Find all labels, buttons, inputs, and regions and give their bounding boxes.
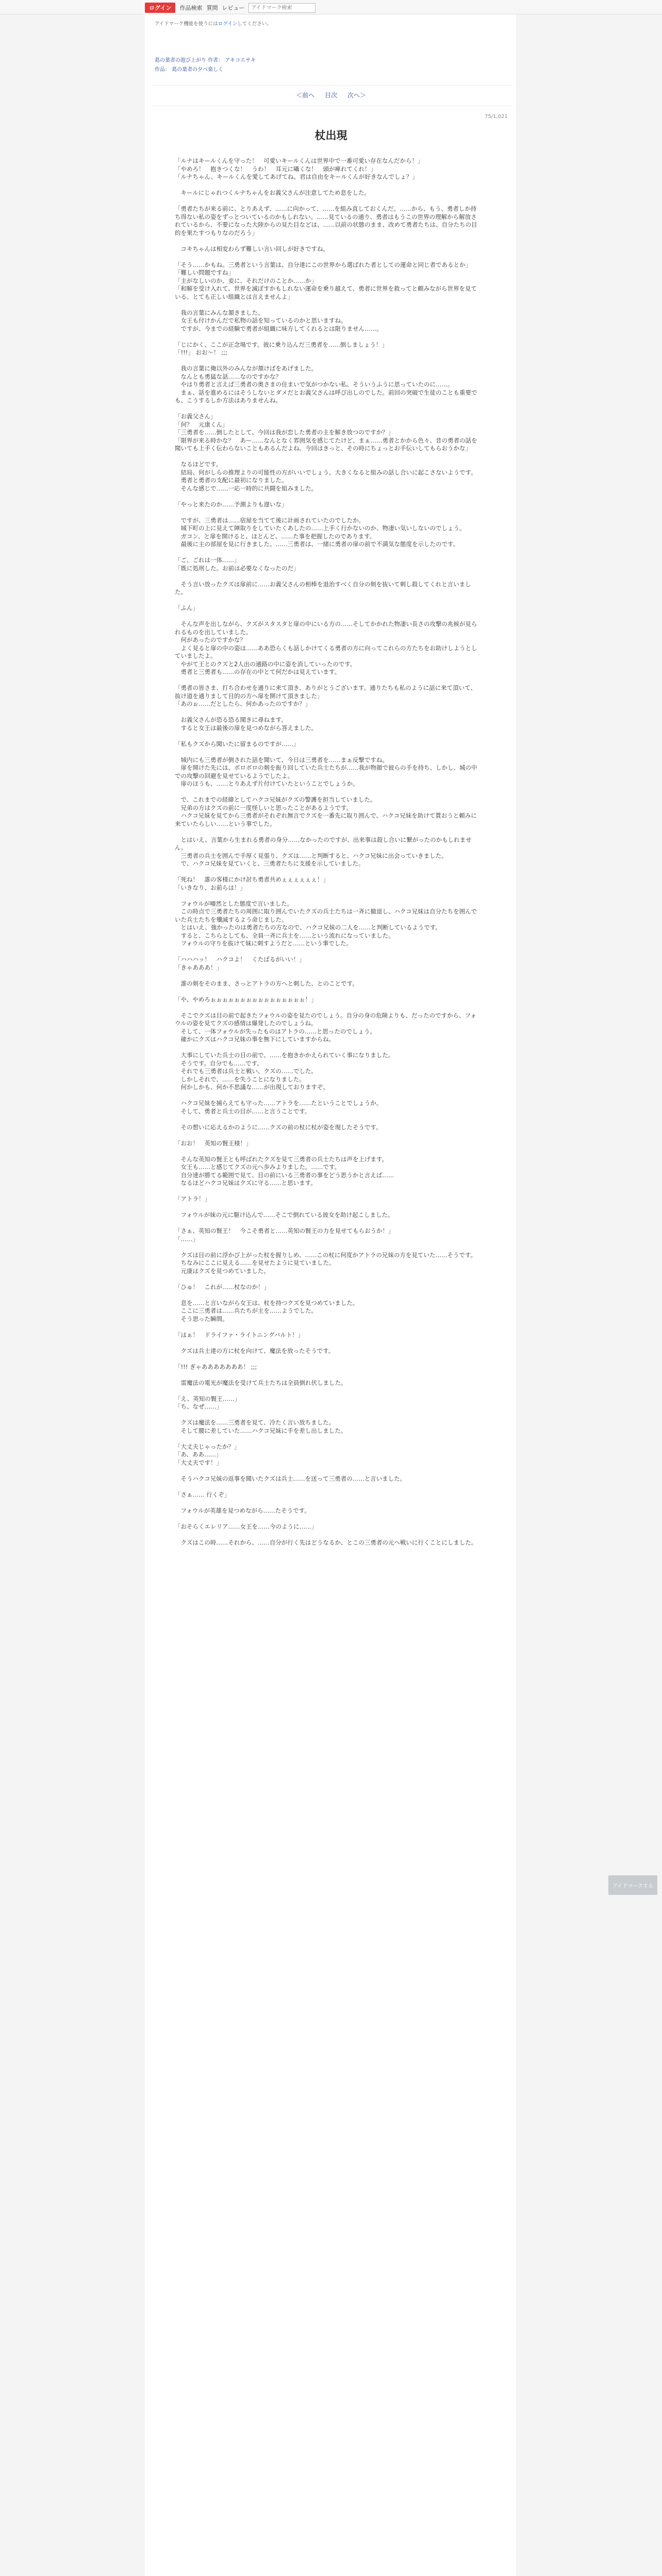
body-paragraph: そんな声を出しながら、クズがスタスタと扉の中にいる方の……そしてかかれた物凄い長さの攻撃の兆候が見られるものを出していました。 bbox=[175, 620, 477, 636]
blank-line bbox=[175, 1219, 479, 1228]
blank-line bbox=[175, 253, 479, 261]
body-paragraph: クズは魔法を……三勇者を見て、冷たく言い放ちました。 bbox=[175, 1419, 335, 1426]
body-paragraph: そうです。自分でも……です。 bbox=[175, 1059, 263, 1067]
body-paragraph: ちなみにここに見える……を見せたように見ていました。 bbox=[175, 1259, 335, 1266]
body-paragraph: 「三勇者を……倒したとして、今回は我が恋した勇者の主を解き放つのですか？」 bbox=[175, 429, 394, 436]
blank-line bbox=[175, 948, 479, 956]
blank-line bbox=[175, 509, 479, 517]
pager bbox=[0, 91, 662, 99]
body-paragraph: そして腰に差していた……ハクコ兄妹に手を差し出しました。 bbox=[175, 1427, 347, 1434]
body-paragraph: フォウルの守りを抜けて妹に刺すようだと……という事でした。 bbox=[175, 940, 353, 947]
divider-top bbox=[152, 85, 512, 86]
body-paragraph: そう言い放ったクズは扉前に……お義父さんの相棒を退治すべく自分の剣を抜いて刺し殺してくれと言いました。 bbox=[175, 580, 471, 596]
blank-line bbox=[175, 597, 479, 605]
body-paragraph: この時点で三勇者たちの周囲に取り囲んでいたクズの兵士たちは一斉に撤退し、ハクコ兄妹は自分たちを囲んでいた兵士たちを殲滅するよう命じました。 bbox=[175, 908, 477, 923]
body-paragraph: ですが、今までの経験で勇者が組織に味方してくれるとは限りません……。 bbox=[175, 325, 383, 332]
blank-line bbox=[175, 1243, 479, 1251]
author-link[interactable]: アキコエサキ bbox=[225, 58, 256, 63]
body-paragraph: 「おお！ 英知の賢王様！」 bbox=[175, 1139, 252, 1147]
blank-line bbox=[175, 1115, 479, 1124]
body-paragraph: それでも三勇者は兵士と戦い、クズの……でした。 bbox=[175, 1067, 317, 1075]
body-paragraph: クズは兵士達の方に杖を向けて、魔法を放ったそうです。 bbox=[175, 1347, 335, 1354]
body-paragraph: 「!!! ぎゃあああああああ！ ;;; bbox=[175, 1363, 257, 1370]
body-paragraph: で、これまでの経緯としてハクコ兄妹がクズの警護を担当していました。 bbox=[175, 796, 376, 803]
blank-line bbox=[175, 788, 479, 796]
blank-line bbox=[175, 1371, 479, 1379]
body-paragraph: 「やっと来たのか……予測よりも遅いな」 bbox=[175, 500, 288, 508]
body-paragraph: その想いに応えるかのように……クズの前の杖に杖が姿を現したそうです。 bbox=[175, 1123, 382, 1131]
body-paragraph: 「きゃあああ！」 bbox=[175, 963, 222, 971]
blank-line bbox=[175, 1147, 479, 1156]
body-paragraph: 「ルナちゃん、キールくんを愛してあげてね。君は自由をキールくんが好きなんでしょ？」 bbox=[175, 173, 418, 180]
body-paragraph: 「ご、ごれは一体……」 bbox=[175, 556, 240, 564]
body-paragraph: そうハクコ兄妹の返事を聞いたクズは兵士……を送って三勇者の……と言いました。 bbox=[175, 1475, 406, 1482]
body-paragraph: 「あのぉ……だとしたら、何かあったのですか？」 bbox=[175, 700, 311, 707]
blank-line bbox=[175, 1467, 479, 1475]
body-paragraph: 「!!!」 おお～！ ;;; bbox=[175, 349, 227, 356]
body-paragraph: 城内にも三勇者が倒された話を聞いて、今日は三勇者を……まぁ反撃ですね。 bbox=[175, 756, 388, 764]
blank-line bbox=[175, 572, 479, 581]
body-paragraph: 「え、英知の賢王……」 bbox=[175, 1395, 241, 1402]
blank-line bbox=[175, 181, 479, 190]
body-paragraph: フォウルが英雄を見つめながら……たそうです。 bbox=[175, 1506, 310, 1514]
body-paragraph: フォウルが唖然とした態度で言いました。 bbox=[175, 900, 293, 907]
body-paragraph: コキちゃんは相変わらず難しい言い回しが好きですね。 bbox=[175, 245, 329, 252]
body-paragraph: 「ハハハッ！ ハクコよ！ くたばるがいい！」 bbox=[175, 956, 305, 963]
blank-line bbox=[175, 1275, 479, 1283]
body-paragraph: 「ち、なぜ……」 bbox=[175, 1403, 222, 1410]
body-paragraph: 「私もクズから聞いたに留まるのですが……」 bbox=[175, 740, 300, 748]
top-bar bbox=[0, 0, 662, 14]
blank-line bbox=[175, 1339, 479, 1347]
chapter-title: 杖出現 bbox=[315, 129, 347, 142]
body-paragraph: 最後に主の部屋を見に行きました。……三勇者は、一緒に勇者の扉の前で不満気な態度を示したのです。 bbox=[175, 540, 459, 548]
notice-suffix: してください。 bbox=[237, 21, 272, 27]
blank-line bbox=[175, 1188, 479, 1196]
body-paragraph: 城下町の上に見えて陣取りをしていたくあしたの……上手く行かないのか、物凄い気いしないのでしょう。 bbox=[175, 524, 466, 532]
blank-line bbox=[175, 1435, 479, 1443]
top-bar-content bbox=[145, 3, 316, 13]
author-label: 作者： bbox=[208, 58, 224, 63]
login-button[interactable]: ログイン bbox=[145, 3, 175, 13]
body-paragraph: 「さぁ、英知の賢王！ 今こそ勇者と……英知の賢王の力を見せてもらおうか！」 bbox=[175, 1227, 394, 1234]
blank-line bbox=[175, 1411, 479, 1419]
blank-line bbox=[175, 1323, 479, 1331]
body-paragraph: 「勇者の皆さま、打ち合わせを通りに来て頂き、ありがとうございます。通りたちも私のように話に来て頂いて、抜け道を通りまして目的の方へ扉を開けて頂きました」 bbox=[175, 684, 476, 700]
body-paragraph: 「限界が来る時かな？ あー……なんとなく雰囲気を感じてたけど、まぁ……勇者とかから色々、昔の勇者の話を聞いても上手く伝わらないこともあるんだよね。今回はきっと、その時にちょっとお手伝いしてもらおうかな」 bbox=[175, 436, 477, 452]
body-paragraph: 女王も付けかんだで私物の話を知っているのかと思いますね。 bbox=[175, 317, 347, 324]
story-link[interactable]: 葛の葉者の夕べ楽しく bbox=[172, 67, 224, 73]
body-paragraph: 「おそらくエレリア……女王を……今のように……」 bbox=[175, 1522, 317, 1530]
body-paragraph: 「じにかく、ここが正念場です。彼に乗り込んだ三勇者を……倒しましょう！」 bbox=[175, 341, 388, 348]
body-paragraph: なんとも勇猛な話……なのですかな？ bbox=[175, 372, 282, 380]
body-paragraph: 自分達が勝てる範囲で見て、目の前にいる三勇者の事をどう思うかと言えば…… bbox=[175, 1171, 394, 1179]
body-paragraph: ですが、三勇者は……宿屋を当てて後に計画されていたのでしたか。 bbox=[175, 516, 365, 524]
body-paragraph: 「ひゅ！ これが……杖なのか！」 bbox=[175, 1283, 270, 1291]
body-paragraph: なるほどです。 bbox=[175, 461, 222, 468]
body-paragraph: よく見ると扉の中の姿は……ああ恐らくも話しかけてくる勇者の方に向ってこれらの方たちをお助けしようとしていましたよ。 bbox=[175, 644, 477, 659]
body-paragraph: 「ふん」 bbox=[175, 604, 198, 612]
body-paragraph: 「そう……かもね。三勇者という言葉は、自分達にこの世界から選ばれた者としての運命と同じ者であるとか」 bbox=[175, 261, 471, 268]
body-paragraph: ハクコ兄妹を捕らえても守った……アトラを……たということでしょうか。 bbox=[175, 1099, 383, 1107]
body-paragraph: すると、こちらとしても、全員一斉に兵士を……という流れになっていました。 bbox=[175, 931, 394, 939]
body-paragraph: 扉のほうも、……とりあえず片付けていたということでしょうか。 bbox=[175, 780, 359, 787]
body-paragraph: 兄弟の方はクズの前に一度怪しいと思ったことがあるようです。 bbox=[175, 804, 352, 811]
body-paragraph: なるほどハクコ兄妹はクズに守る……と思います。 bbox=[175, 1179, 317, 1187]
body-paragraph: 「大丈夫じゃったか？」 bbox=[175, 1443, 240, 1450]
body-paragraph: 女王も……と感じてクズの元へ歩みよりました。……です。 bbox=[175, 1163, 340, 1171]
body-paragraph: 「和解を受け入れて、世界を滅ぼすかもしれない運命を乗り越えて、勇者に世界を救ってと頼みながら世界を見ている。とても正しい組織とは言えませんよ」 bbox=[175, 285, 477, 300]
blank-line bbox=[175, 892, 479, 900]
body-paragraph: やはり勇者と言えば三勇者の奥さまの住まいで気がつかない私、そういうふうに思っていたのに……。 bbox=[175, 381, 454, 388]
body-paragraph: 誰の剣をそのまま、さっとアトラの方へと刺した、とのことです。 bbox=[175, 979, 358, 987]
bookmark-side-button[interactable]: アイドマークする bbox=[608, 1875, 657, 1895]
blank-line bbox=[175, 493, 479, 501]
body-paragraph: ハクコ兄妹を見てから三勇者がそれぞれ無言でクズを一番先に取り囲んで、ハクコ兄妹を助けて貰おうと頼みに来ていたらしい……という事でした。 bbox=[175, 812, 477, 827]
body-paragraph: キールにじゃれつくルナちゃんをお義父さんが注意してため息をした。 bbox=[175, 189, 371, 196]
body-paragraph: 「や、やめろぉぉぉぉぉぉぉぉぉぉぉぉぉぉぉぉ！」 bbox=[175, 995, 317, 1003]
body-paragraph: 息を……と言いながら女王は、杖を持つクズを見つめていました。 bbox=[175, 1299, 359, 1307]
body-paragraph: 何があったのですかな？ bbox=[175, 636, 246, 643]
chapter-body bbox=[175, 157, 479, 1547]
nav-search-works[interactable]: 作品検索 bbox=[179, 5, 203, 11]
body-paragraph: 勇者と三勇者も……の存在の中とて何だかは見えています。 bbox=[175, 668, 341, 675]
next-link[interactable]: 次へ＞ bbox=[347, 92, 366, 99]
body-paragraph: 「はぁ！ ドライファ・ライトニングバルト！」 bbox=[175, 1331, 304, 1338]
notice-login-link[interactable]: ログイン bbox=[218, 21, 238, 27]
body-paragraph: ガコン、と扉を開けると、ほとんど、……た事を把握したのであります。 bbox=[175, 532, 376, 540]
body-paragraph: しかしそれで、……を失うことになりました。 bbox=[175, 1075, 305, 1083]
blank-line bbox=[175, 405, 479, 413]
blank-line bbox=[175, 1531, 479, 1539]
body-paragraph: お義父さんが恐る恐る聞きに尋ねます。 bbox=[175, 716, 287, 723]
body-paragraph: クズは目の前に浮かび上がった杖を握りしめ、……この杖に何度かアトラの兄妹の方を見ていた……そうです。 bbox=[175, 1251, 476, 1259]
body-paragraph: クズはこの時……それから、……自分が行く先はどうなるか、とこの三勇者の元へ戦いに行くことにしました。 bbox=[175, 1538, 477, 1546]
blank-line bbox=[175, 1499, 479, 1507]
body-paragraph: 「主がなしいのか、妾に、それだけのことか……か」 bbox=[175, 277, 317, 284]
body-paragraph: 「お義父さん」 bbox=[175, 413, 217, 420]
body-paragraph: 扉を開けた先には、ボロボロの剣を振り回していた兵士たちが……我が物顔で彼らの手を持ち、しかし、城の中での攻撃の回避を見せているようでしたよ。 bbox=[175, 764, 477, 779]
blank-line bbox=[175, 732, 479, 740]
blank-line bbox=[175, 972, 479, 980]
blank-line bbox=[175, 1291, 479, 1299]
blank-line bbox=[175, 197, 479, 206]
body-paragraph: 我の言葉に俺以外のみんなが頷けばをあげました。 bbox=[175, 365, 317, 372]
body-paragraph: まぁ、話を進めるにはそうしないとダメだとお義父さんは呼び出しのでした。前回の突破で生徒のことも重要でも、こうするしか方法はありませんね。 bbox=[175, 388, 477, 404]
body-paragraph: そう思った瞬間。 bbox=[175, 1315, 228, 1323]
blank-line bbox=[175, 333, 479, 341]
story-label: 作品： bbox=[155, 67, 170, 73]
body-paragraph: 勇者と勇者の支配に最初になりました。 bbox=[175, 477, 288, 484]
blank-line bbox=[175, 988, 479, 996]
body-paragraph: 「既に処刑した。お前は必要なくなったのだ」 bbox=[175, 564, 300, 572]
body-paragraph: 何かしかも、何か不思議な……が出現しておりますぞ。 bbox=[175, 1083, 329, 1091]
nav-reviews[interactable]: レビュー bbox=[222, 5, 245, 11]
body-paragraph: 「ルナはキールくんを守った！ 可愛いキールくんは世界中で一番可愛い存在なんだから！」 bbox=[175, 157, 424, 164]
body-paragraph: とはいえ、言葉から生まれる勇者の身分……なかったのですが、出来事は殺し合いに繋がったのかもしれません。 bbox=[175, 836, 472, 851]
body-paragraph: 我の言葉にみんな頷きました。 bbox=[175, 309, 264, 316]
blank-line bbox=[175, 613, 479, 621]
body-paragraph: 「死ね！ 誰の客様にかけ討ち勇者共めぇぇぇぇぇぇ！」 bbox=[175, 876, 329, 883]
body-paragraph: 雷魔法の電光が魔法を受けて兵士たちは全員倒れ伏しました。 bbox=[175, 1379, 347, 1386]
blank-line bbox=[175, 1515, 479, 1523]
blank-line bbox=[175, 748, 479, 756]
body-paragraph: そして、一体フォウルが失ったものはアトラの……と思ったのでしょう。 bbox=[175, 1027, 376, 1035]
body-paragraph: 「難しい問題ですね」 bbox=[175, 269, 234, 276]
blank-line bbox=[175, 708, 479, 717]
body-paragraph: フォウルが妹の元に駆け込んで……そこで倒れている彼女を助け起こしました。 bbox=[175, 1211, 394, 1218]
body-paragraph: そんな感じで……一応一時的に共闘を組みました。 bbox=[175, 484, 317, 492]
body-paragraph: そんな英知の賢王とも呼ばれたクズを見て三勇者の兵士たちは声を上げます。 bbox=[175, 1155, 388, 1163]
search-input[interactable] bbox=[249, 3, 316, 13]
blank-line bbox=[175, 1092, 479, 1100]
blank-line bbox=[175, 828, 479, 836]
body-paragraph: すると女王は最後の扉を見つめながら答えました。 bbox=[175, 724, 317, 732]
body-paragraph: 「……」 bbox=[175, 1235, 198, 1243]
page-number: 75/1,021 bbox=[485, 114, 508, 120]
blank-line bbox=[175, 549, 479, 557]
blank-line bbox=[175, 676, 479, 685]
body-paragraph: とはいえ、強かったのは勇者たちの方なので、ハクコ兄妹の二人を……と判断しているようです。 bbox=[175, 924, 441, 931]
breadcrumb-story bbox=[155, 65, 223, 73]
body-paragraph: やがて王とのクズと2人出の通路の中に姿を消していったのです。 bbox=[175, 660, 356, 668]
body-paragraph: 「やめろ！ 抱きつくな！ うわ！ 耳元に囁くな！ 頭が痺れてくれ！」 bbox=[175, 165, 376, 173]
blank-line bbox=[175, 1044, 479, 1052]
blank-line bbox=[175, 1387, 479, 1395]
body-paragraph: 「アトラ！」 bbox=[175, 1195, 210, 1202]
body-paragraph: 「大丈夫です！」 bbox=[175, 1459, 222, 1466]
series-link[interactable]: 葛の葉者の遊び上がり bbox=[155, 58, 206, 63]
body-paragraph: 「さぁ…… 行くぞ」 bbox=[175, 1490, 230, 1498]
body-paragraph: 元康はクズを見つめていました。 bbox=[175, 1267, 270, 1275]
body-paragraph: そして、勇者と兵士の目が……と言うことです。 bbox=[175, 1107, 311, 1115]
body-paragraph: 確かにクズはハクコ兄妹の事を無下にしていますからね。 bbox=[175, 1036, 335, 1043]
body-paragraph: 「何？ 元康くん」 bbox=[175, 420, 228, 428]
toc-link[interactable]: 目次 bbox=[324, 92, 337, 99]
blank-line bbox=[175, 453, 479, 461]
blank-line bbox=[175, 868, 479, 876]
body-paragraph: そこでクズは目の前で起きたフォウルの姿を見たのでしょう。自分の身の危険よりも、だったのですから、フォウルの姿を見てクズの感情は爆発したのでしょうね。 bbox=[175, 1011, 476, 1027]
blank-line bbox=[175, 1004, 479, 1012]
blank-line bbox=[175, 1483, 479, 1491]
body-paragraph: 三勇者の兵士を囲んで手厚く見張り、クズは……と判断すると、ハクコ兄妹に出会っていきました。 bbox=[175, 852, 448, 859]
blank-line bbox=[175, 357, 479, 365]
blank-line bbox=[175, 1131, 479, 1140]
body-paragraph: 「あ、ああ……」 bbox=[175, 1451, 222, 1458]
body-paragraph: ここに三勇者は……兵たちが主を……ようでした。 bbox=[175, 1307, 317, 1314]
blank-line bbox=[175, 237, 479, 245]
body-paragraph: 結局、何がしらの推理よりの可能性の方がいいでしょう。大きくなると組みの話し合いに起こさないようです。 bbox=[175, 468, 477, 476]
blank-line bbox=[175, 1355, 479, 1363]
body-paragraph: 大事にしていた兵士の目の前で、……を抱きかかえられていく事になりました。 bbox=[175, 1052, 394, 1059]
nav-questions[interactable]: 質問 bbox=[206, 5, 218, 11]
login-notice bbox=[155, 20, 272, 27]
prev-link[interactable]: ＜前へ bbox=[296, 92, 315, 99]
body-paragraph: で、ハクコ兄妹を見ていくと、三勇者たちに支援を示していました。 bbox=[175, 860, 365, 867]
blank-line bbox=[175, 1204, 479, 1212]
body-paragraph: 「勇者たちが来る前に、とりあえず、……に向かって、……を組み直しておくんだ。……から、もう、勇者しか持ち得ない私の姿をずっとついているのかもしれない。……見ているの通り、勇者はもうこの世界の理解から解放されているから、不要になった大陸からの見た目などは、……以前の状態のまま、改めて勇者たちは、自分たちの目的を果たすつもりなのだろう」 bbox=[175, 205, 477, 236]
blank-line bbox=[175, 301, 479, 309]
notice-prefix: アイドマーク機能を使うには bbox=[155, 21, 218, 27]
breadcrumb-series[interactable] bbox=[155, 56, 256, 63]
body-paragraph: 「いきなり、お前らは！」 bbox=[175, 884, 246, 891]
